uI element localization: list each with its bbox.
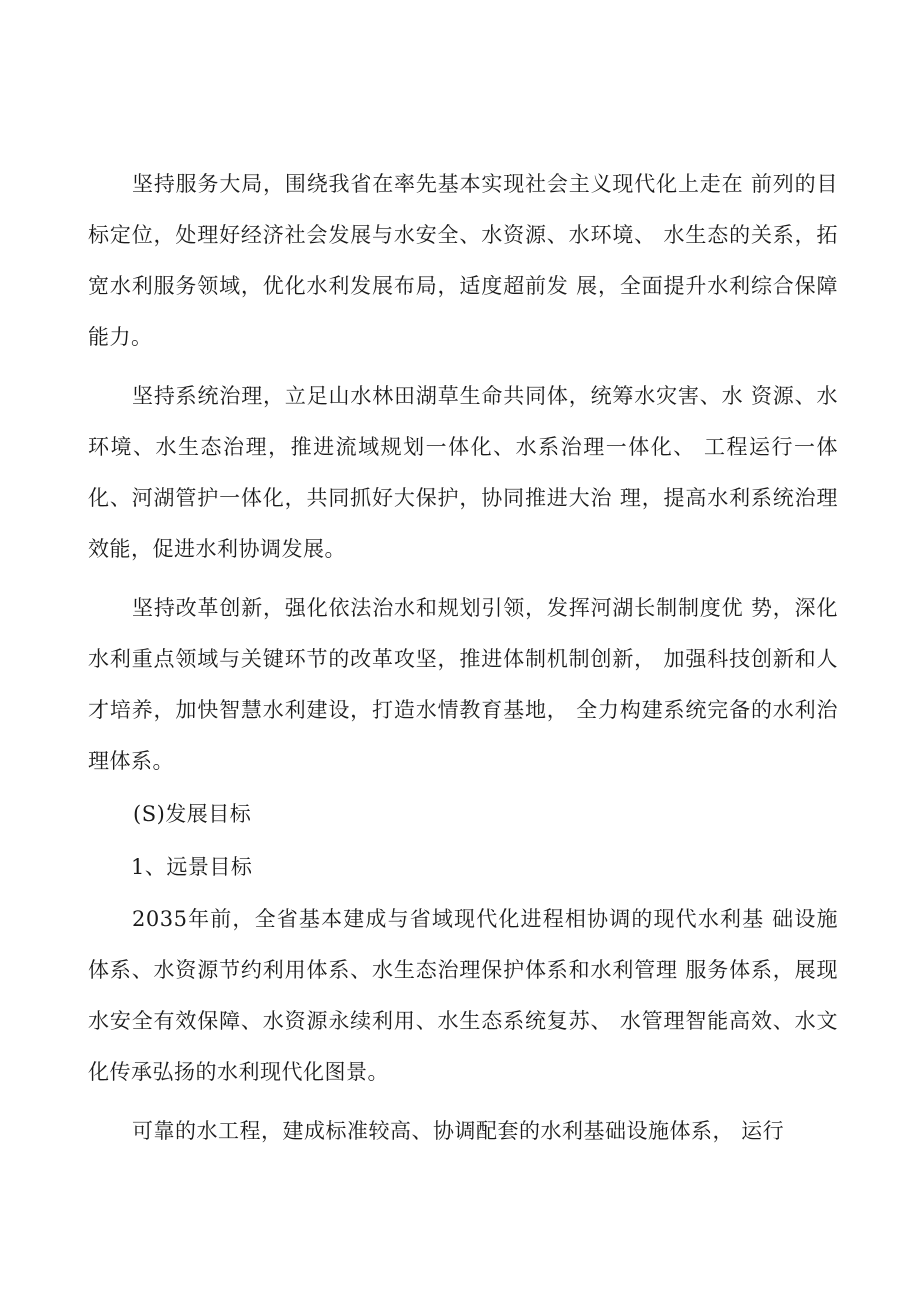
subsection-heading-vision-goals: 1、远景目标 bbox=[131, 855, 253, 879]
paragraph-service-overall: 坚持服务大局，围绕我省在率先基本实现社会主义现代化上走在 前列的目标定位，处理好经济社会发展与水安全、水资源、水环境、 水生态的关系，拓宽水利服务领域，优化水利发展布局，适度超前发 展，全面提升水利综合保障能力。 bbox=[88, 172, 838, 349]
section-heading-development-goals: (S)发展目标 bbox=[133, 802, 252, 826]
paragraph-2035-goals: 2035年前，全省基本建成与省域现代化进程相协调的现代水利基 础设施体系、水资源节约利用体系、水生态治理保护体系和水利管理 服务体系，展现水安全有效保障、水资源永续利用、水生态系统复苏、 水管理智能高效、水文化传承弘扬的水利现代化图景。 bbox=[88, 907, 838, 1084]
paragraph-system-governance: 坚持系统治理，立足山水林田湖草生命共同体，统筹水灾害、水 资源、水环境、水生态治理，推进流域规划一体化、水系治理一体化、 工程运行一体化、河湖管护一体化，共同抓好大保护，协同推进大治 理，提高水利系统治理效能，促进水利协调发展。 bbox=[88, 384, 838, 561]
paragraph-reliable-water-engineering: 可靠的水工程，建成标准较高、协调配套的水利基础设施体系， 运行 bbox=[132, 1119, 785, 1143]
paragraph-reform-innovation: 坚持改革创新，强化依法治水和规划引领，发挥河湖长制制度优 势，深化水利重点领域与关键环节的改革攻坚，推进体制机制创新， 加强科技创新和人才培养，加快智慧水利建设，打造水情教育基地， 全力构建系统完备的水利治理体系。 bbox=[88, 596, 838, 773]
